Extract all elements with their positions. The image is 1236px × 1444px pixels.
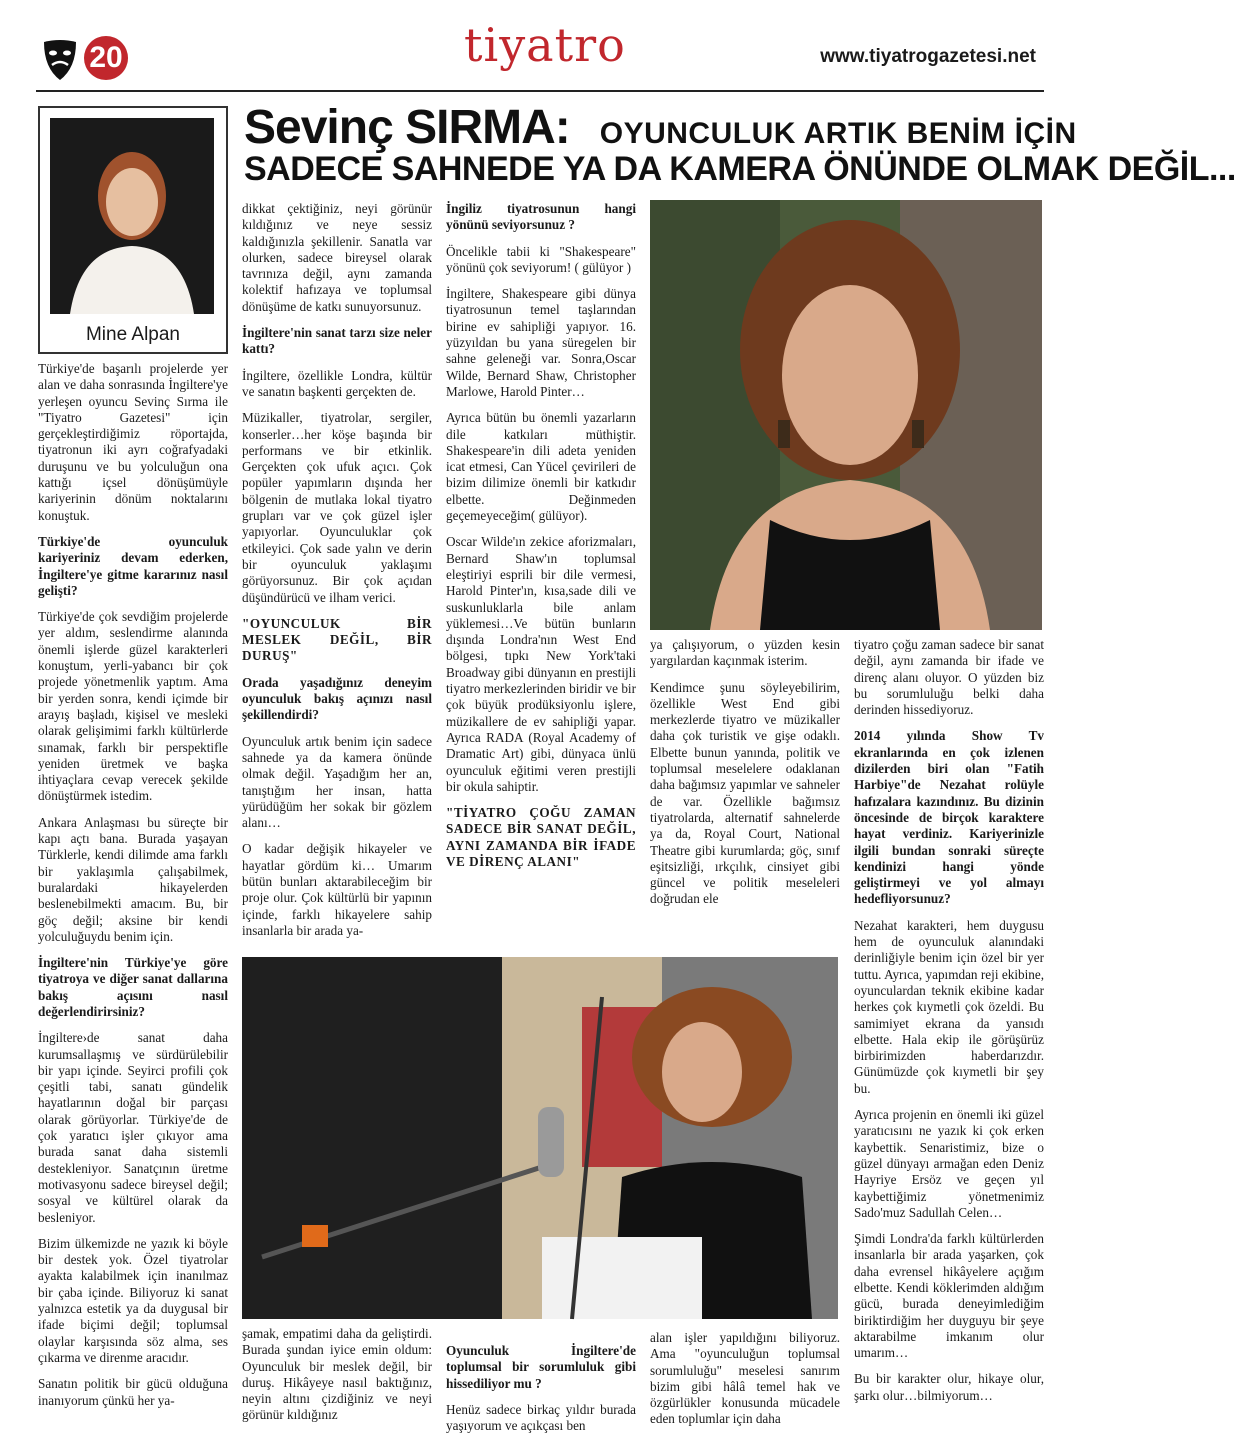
intro-paragraph: Türkiye'de başarılı projelerde yer alan ve daha sonrasında İngiltere'ye yerleşen oyuncu Sevinç Sırma ile "Tiyatro Gazetesi" için gerçekleştirdiğimiz röportajda, tiyatronun iki ayrı coğrafyadaki duruşunu ve bu yolculuğun ona kattığı içsel dönüşümüyle kariyerinin dönüm noktalarını konuştuk. [38,361,228,523]
headline-line-2: SADECE SAHNEDE YA DA KAMERA ÖNÜNDE OLMAK DEĞİL... [244,150,1236,188]
theatre-masks-icon [40,38,80,84]
answer-paragraph: Oscar Wilde'ın zekice aforizmaları, Bernard Shaw'ın toplumsal eleştiriyi esprili bir dile vermesi, Harold Pinter'ın, kısa,sade dili ve suskunluklarla bile anlam yüklemesi…Ve bütün bunların dışında Londra'nın West End bölgesi, tıpkı New York'taki Broadway gibi dünyanın en prestijli tiyatro merkezlerinden biridir ve bir çok büyük prodüksiyonlu işlere, müzikallere de ev sahipliği yapar. Ayrıca RADA (Royal Academy of Dramatic Art) gibi, dünyaca ünlü oyunculuk eğitimi veren prestijli bir okula sahiptir. [446,534,636,794]
answer-paragraph: Şimdi Londra'da farklı kültürlerden insanlarla bir arada yaşarken, çok daha evrensel hikâyelere açığım elbette. Kendi köklerimden aldığım gücü, burada deneyimlediğim biriktirdiğim her duyguyu bir şeye aktarabilme imkanım olur umarım… [854,1231,1044,1361]
page-number: 20 [84,36,128,80]
answer-paragraph: Kendimce şunu söyleyebilirim, özellikle West End gibi merkezlerde tiyatro ve müzikaller daha çok turistik ve gişe odaklı. Elbette bunun yanında, politik ve toplumsal meselelere odaklanan daha bağımsız yapımlar ve sahneler de var. Özellikle bağımsız tiyatrolarda, alternatif sahnelerde ya da, Royal Court, National Theatre gibi kurumlarda; göç, sınıf eşitsizliği, ırkçılık, cinsiyet gibi güncel ve politik meseleleri doğrudan ele [650,679,840,907]
answer-paragraph: ya çalışıyorum, o yüzden kesin yargılardan kaçınmak isterim. [650,637,840,669]
question: Türkiye'de oyunculuk kariyeriniz devam ederken, İngiltere'ye gitme kararınız nasıl gelişti? [38,533,228,598]
headline-name: Sevinç SIRMA: [244,101,570,154]
article-column-3 [446,201,636,880]
article-column-4 [650,637,840,918]
question: 2014 yılında Show Tv ekranlarında en çok izlenen dizilerden biri olan "Fatih Harbiye"de Nezahat rolüyle hafızalara kazındınız. Bu dizinin öncesinde de birçok karaktere hayat verdiniz. Kariyerinizle ilgili bundan sonraki süreçte kendinizi hangi yönde geliştirmeyi ve yol almayı hedefliyorsunuz? [854,728,1044,907]
article-column-4-bottom [650,1330,840,1438]
question: İngiltere'nin Türkiye'ye göre tiyatroya ve diğer sanat dallarına bakış açısını nasıl değerlendirirsiniz? [38,955,228,1019]
answer-paragraph: Ayrıca bütün bu önemli yazarların dile katkıları müthiştir. Shakespeare'in dili adeta yeniden icat etmesi, Can Yücel çevirileri de bizim dilimize önemli bir katkıdır elbette. Değinmeden geçemeyeceğim( gülüyor). [446,410,636,524]
answer-paragraph: Henüz sadece birkaç yıldır burada yaşıyorum ve açıkçası ben [446,1401,636,1434]
headline-line-1 [244,100,1077,155]
author-box [38,106,228,354]
answer-paragraph: alan işler yapıldığını biliyoruz. Ama "oyunculuğun toplumsal sorumluluğu" meselesi sanırım bizim gibi hâlâ temel hak ve özgürlükler konusunda mücadele eden toplumlar için daha [650,1330,840,1427]
pull-quote: "OYUNCULUK BİR MESLEK DEĞİL, BİR DURUŞ" [242,615,432,664]
question: Orada yaşadığınız deneyim oyunculuk bakış açınızı nasıl şekillendirdi? [242,674,432,723]
answer-paragraph: İngiltere, özellikle Londra, kültür ve sanatın başkenti gerçekten de. [242,367,432,399]
article-column-5 [854,637,1044,1414]
recording-studio-image [242,957,838,1319]
answer-paragraph: İngiltere, Shakespeare gibi dünya tiyatrosunun temel taşlarından birine ev sahipliği yapıyor. 16. yüzyıldan bu yana süregelen bir sahne geleneği var. Sonra,Oscar Wilde, Bernard Shaw, Christopher Marlowe, Harold Pinter… [446,286,636,399]
author-portrait-image [50,118,214,314]
answer-paragraph: Ayrıca projenin en önemli iki güzel yaratıcısını ne yazık ki çok erken kaybettik. Senaristimiz, bize o güzel dünyayı armağan eden Deniz Hayriye Ersöz ve geçen yıl kaybettiğimiz yönetmenimiz Sado'muz Sadullah Celen… [854,1107,1044,1220]
portrait-photo [650,200,1042,630]
answer-paragraph: dikkat çektiğiniz, neyi görünür kıldığınız ve neye sessiz kaldığınızla şekillenir. Sanatla var olurken, sadece bireysel olarak tavrınıza değil, aynı zamanda kolektif hafızaya ve toplumsal dönüşüme de katkı sunuyorsunuz. [242,201,432,314]
question: İngiltere'nin sanat tarzı size neler kattı? [242,325,432,357]
article-column-2-bottom [242,1326,432,1434]
answer-paragraph: Müzikaller, tiyatrolar, sergiler, konserler…her köşe başında bir performans ve bir etkinlik. Gerçekten çok ufuk açıcı. Çok popüler yapımların dışında her bölgenin de mutlaka lokal tiyatro grupları var ve çok güzel işler yapıyorlar. Oyunculuklar çok etkileyici. Çok sade yalın ve derin bir oyunculuk yaklaşımı görüyorsunuz. Bir çok açıdan düşündürücü ve ilham verici. [242,410,432,605]
answer-paragraph: Ankara Anlaşması bu süreçte bir kapı açtı bana. Burada yaşayan Türklerle, kendi dilimde ama farklı bir yaklaşımla çalışabilmek, buralardaki hikayelerden beslenebilmekti amacım. Bu, bir göç değil; aksine bir kendi yolculuğuydu benim için. [38,814,228,944]
article-column-1 [38,361,228,1419]
interviewee-portrait-image [650,200,1042,630]
author-photo [50,118,214,314]
answer-paragraph: şamak, empatimi daha da geliştirdi. Burada şundan iyice emin oldum: Oyunculuk bir meslek değil, bir duruş. Hikâyeye nasıl baktığınız, neyin altını çizdiğiniz ve neyi görünür kıldığınız [242,1326,432,1423]
answer-paragraph: Nezahat karakteri, hem duygusu hem de oyunculuk alanındaki derinliğiyle benim için özel bir yer tuttu. Ayrıca, yapımdan reji ekibine, oyunculardan teknik ekibine kadar herkes çok kıymetli çok özeldi. Bu samimiyet ekrana da yansıdı elbette. Hala ekip ile görüşürüz birbirimizden haberdarızdır. Günümüzde çok kıymetli bir şey bu. [854,917,1044,1096]
pull-quote: "TİYATRO ÇOĞU ZAMAN SADECE BİR SANAT DEĞİL, AYNI ZAMANDA BİR İFADE VE DİRENÇ ALANI" [446,805,636,869]
answer-paragraph: Sanatın politik bir gücü olduğuna inanıyorum çünkü her ya- [38,1376,228,1408]
section-title: tiyatro [464,18,626,72]
website-url: www.tiyatrogazetesi.net [820,46,1036,67]
answer-paragraph: Oyunculuk artık benim için sadece sahnede ya da kamera önünde olmak değil. Yaşadığım her an, tanıştığım her insan, hatta yürüdüğüm her sokak bir gözlem alanı… [242,733,432,831]
author-name: Mine Alpan [85,324,180,345]
header-rule [36,90,1044,92]
question: İngiliz tiyatrosunun hangi yönünü seviyorsunuz ? [446,201,636,233]
article-column-3-bottom [446,1343,636,1444]
answer-paragraph: İngiltere›de sanat daha kurumsallaşmış ve sürdürülebilir bir yapı içinde. Seyirci profili çok çeşitli tabi, sanatı gündelik hayatlarının doğal bir parçası olarak görüyorlar. Türkiye'de de çok yaratıcı işler çıkıyor ama burada sanat daha sistemli destekleniyor. Sanatçının üretme motivasyonu sadece bireysel değil; sosyal ve kültürel olarak da besleniyor. [38,1030,228,1225]
article-column-2 [242,201,432,949]
answer-paragraph: tiyatro çoğu zaman sadece bir sanat değil, aynı zamanda bir ifade ve direnç alanı oluyor. O yüzden biz bu sorumluluğu belki daha derinden hissediyoruz. [854,637,1044,718]
studio-photo [242,957,838,1319]
headline-subtitle-1: OYUNCULUK ARTIK BENİM İÇİN [599,117,1077,150]
answer-paragraph: Bizim ülkemizde ne yazık ki böyle bir destek yok. Özel tiyatrolar ayakta kalabilmek için inanılmaz bir çaba içinde. Biliyoruz ki sanat yalnızca estetik ya da duygusal bir ifade biçimi değil; toplumsal olaylar karşısında söz alma, ses çıkarma ve direnme aracıdır. [38,1235,228,1365]
question: Oyunculuk İngiltere'de toplumsal bir sorumluluk gibi hissediliyor mu ? [446,1343,636,1391]
answer-paragraph: Öncelikle tabii ki "Shakespeare" yönünü çok seviyorum! ( gülüyor ) [446,243,636,275]
answer-paragraph: Bu bir karakter olur, hikaye olur, şarkı olur…bilmiyorum… [854,1371,1044,1403]
answer-paragraph: Türkiye'de çok sevdiğim projelerde yer aldım, seslendirme alanında önemli işlerde güzel karakterleri konuştum, yerli-yabancı bir çok projede yönetmenlik yaptım. Ama bir yerden sonra, kendi içimde bir arayış başladı, kişisel ve mesleki olarak gelişimimi farklı kültürlerde sınamak, farklı bir perspektifle yeniden üretmek ve başka ihtiyaçlara cevap verecek şekilde dönüştürmek istedim. [38,609,228,804]
answer-paragraph: O kadar değişik hikayeler ve hayatlar gördüm ki… Umarım bütün bunları aktarabileceğim bir proje olur. Çok kültürlü bir yapının içinde, farklı hikayelere sahip insanlarla bir arada ya- [242,841,432,938]
